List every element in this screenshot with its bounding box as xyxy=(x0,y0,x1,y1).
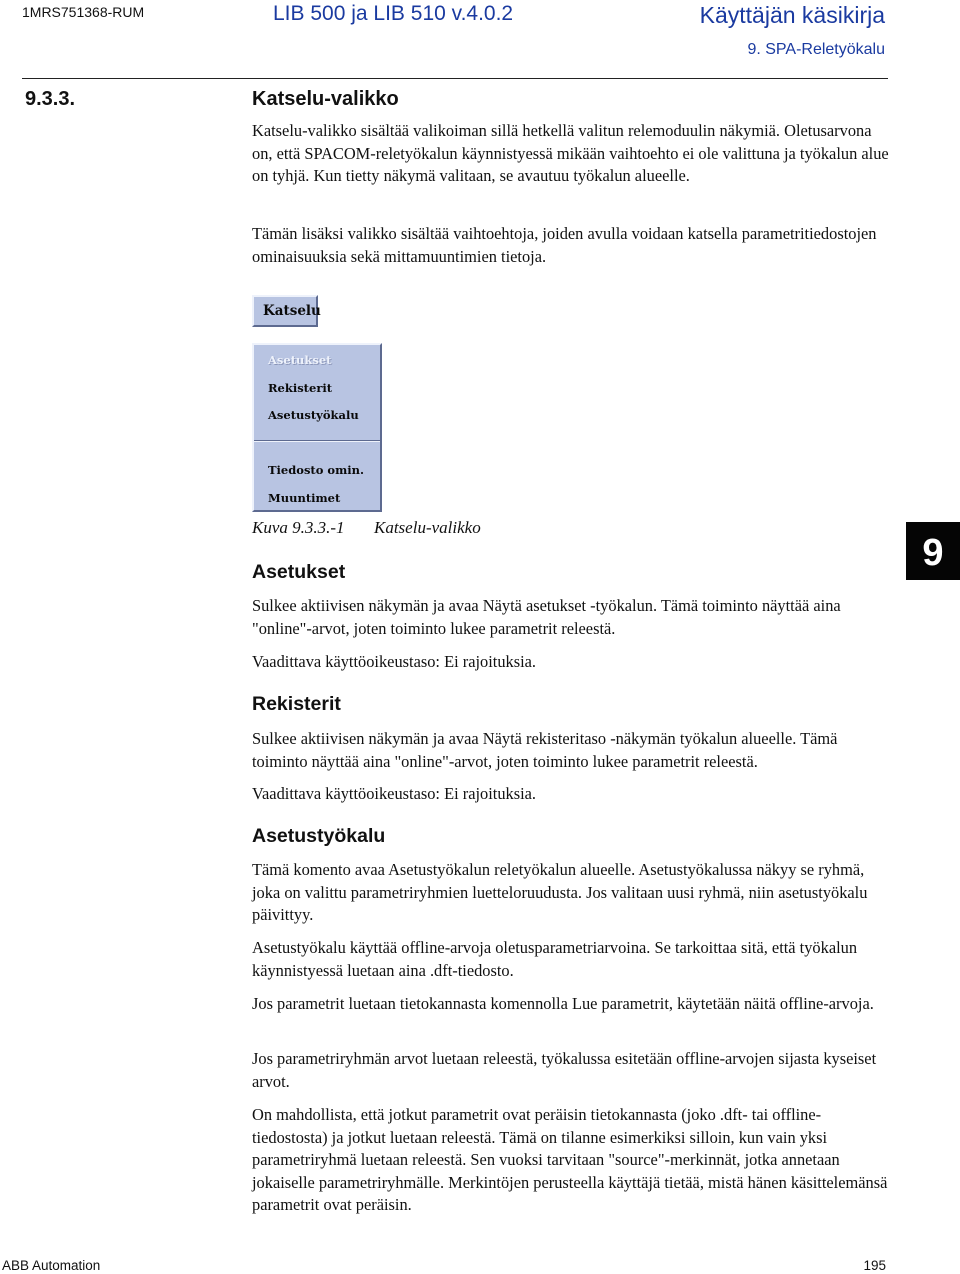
body-paragraph: Sulkee aktiivisen näkymän ja avaa Näytä rekisteritaso -näkymän työkalun alueelle. Tämä toiminto näyttää aina "online"-arvot, joten toiminto lukee parametrit releestä. xyxy=(252,729,838,771)
document-code: 1MRS751368-RUM xyxy=(22,4,145,20)
chapter-tab: 9 xyxy=(906,522,960,580)
menu-item-rekisterit[interactable]: Rekisterit xyxy=(268,381,333,395)
section-title: Katselu-valikko xyxy=(252,88,399,110)
section-number: 9.3.3. xyxy=(25,88,76,110)
product-name: LIB 500 ja LIB 510 v.4.0.2 xyxy=(273,2,514,25)
page-number: 195 xyxy=(863,1258,886,1273)
document-title: Käyttäjän käsikirja xyxy=(699,2,885,28)
menu-item-asetukset[interactable]: Asetukset xyxy=(268,353,332,367)
intro-paragraph: Tämän lisäksi valikko sisältää vaihtoehtoja, joiden avulla voidaan katsella parametritiedostojen ominaisuuksia sekä mittamuuntimien tietoja. xyxy=(252,224,877,266)
body-paragraph: Asetustyökalu käyttää offline-arvoja oletusparametriarvoina. Se tarkoittaa sitä, että työkalun käynnistyessä luetaan aina .dft-tiedosto. xyxy=(252,938,858,980)
access-level-text: Vaadittava käyttöoikeustaso: Ei rajoituksia. xyxy=(252,652,537,671)
body-paragraph: Jos parametrit luetaan tietokannasta komennolla Lue parametrit, käytetään näitä offline-arvoja. xyxy=(252,994,874,1013)
menu-item-tiedosto-omin[interactable]: Tiedosto omin. xyxy=(268,463,364,477)
figure-caption xyxy=(252,518,481,538)
body-paragraph: Tämä komento avaa Asetustyökalun reletyökalun alueelle. Asetustyökalussa näkyy se ryhmä, joka on valittu parametriryhmien luetteloruudusta. Jos valitaan uusi ryhmä, niin asetustyökalu päivittyy. xyxy=(252,860,868,924)
figure-number: Kuva 9.3.3.-1 xyxy=(252,518,345,537)
figure-caption-text: Katselu-valikko xyxy=(374,518,481,537)
menu-item-muuntimet[interactable]: Muuntimet xyxy=(268,491,341,505)
menu-separator xyxy=(254,440,380,442)
chapter-heading: 9. SPA-Reletyökalu xyxy=(747,41,885,58)
footer-organization: ABB Automation xyxy=(2,1258,101,1273)
header-divider xyxy=(22,78,888,79)
body-paragraph: Sulkee aktiivisen näkymän ja avaa Näytä asetukset -työkalun. Tämä toiminto näyttää aina "online"-arvot, joten toiminto lukee parametrit releestä. xyxy=(252,596,841,638)
subsection-title-rekisterit: Rekisterit xyxy=(252,693,341,715)
katselu-menu-button[interactable]: Katselu xyxy=(252,295,318,327)
katselu-dropdown-menu xyxy=(252,343,382,512)
body-paragraph: On mahdollista, että jotkut parametrit ovat peräisin tietokannasta (joko .dft- tai offline-tiedostosta) ja jotkut luetaan releestä. Tämä on tilanne esimerkiksi silloin, kun vain yksi parametriryhmä luetaan releestä. Sen vuoksi tarvitaan "source"-merkinnät, jotka annetaan jokaiselle parametriryhmälle. Merkintöjen perusteella käyttäjä tietää, mistä hänen käsittelemänsä parametrit ovat peräisin. xyxy=(252,1105,888,1214)
subsection-title-asetukset: Asetukset xyxy=(252,561,346,583)
access-level-text: Vaadittava käyttöoikeustaso: Ei rajoituksia. xyxy=(252,784,537,803)
body-paragraph: Jos parametriryhmän arvot luetaan releestä, työkalussa esitetään offline-arvojen sijasta kyseiset arvot. xyxy=(252,1049,877,1091)
intro-paragraph: Katselu-valikko sisältää valikoiman sillä hetkellä valitun relemoduulin näkymiä. Oletusarvona on, että SPACOM-reletyökalun käynnistyessä mikään vaihtoehto ei ole valittuna ja työkalun alue on tyhjä. Kun tietty näkymä valitaan, se avautuu työkalun alueelle. xyxy=(252,121,889,185)
subsection-title-asetustyokalu: Asetustyökalu xyxy=(252,825,386,847)
menu-item-asetustyokalu[interactable]: Asetustyökalu xyxy=(268,408,359,422)
